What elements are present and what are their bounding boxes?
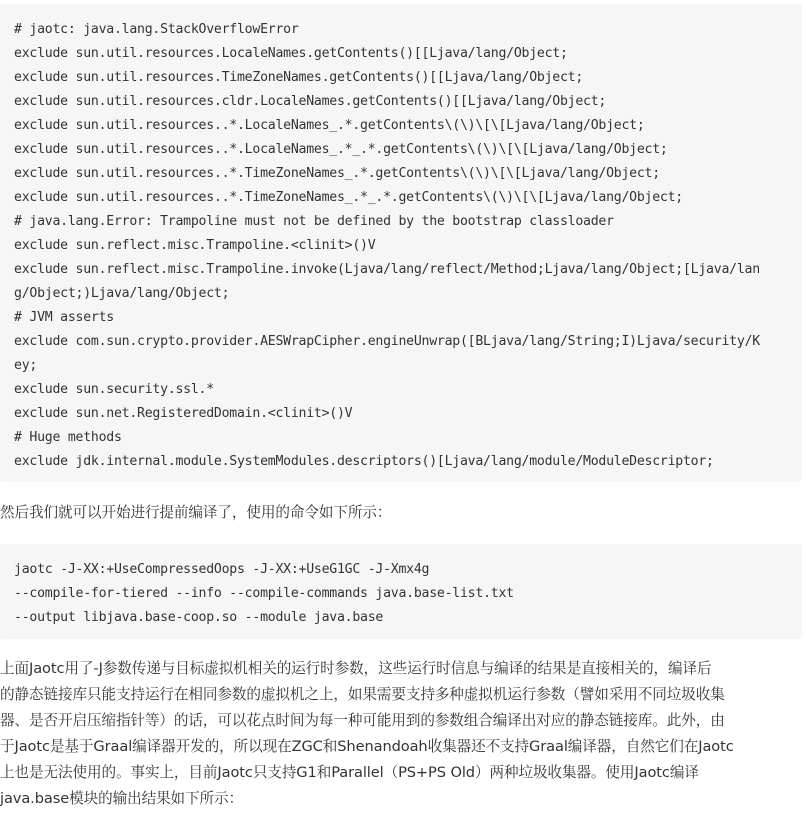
- paragraph-line: 于Jaotc是基于Graal编译器开发的，所以现在ZGC和Shenandoah收集器还不支持Graal编译器，自然它们在Jaotc: [0, 738, 734, 755]
- code-line: --output libjava.base-coop.so --module java.base: [14, 610, 384, 625]
- code-line: exclude sun.util.resources..*.LocaleNames_.*.getContents\(\)\[\[Ljava/lang/Object;: [14, 118, 645, 133]
- code-line: --compile-for-tiered --info --compile-commands java.base-list.txt: [14, 586, 514, 601]
- paragraph-line: 器、是否开启压缩指针等）的话，可以花点时间为每一种可能用到的参数组合编译出对应的静态链接库。此外，由: [0, 712, 725, 729]
- code-line: # JVM asserts: [14, 310, 114, 325]
- code-line: exclude jdk.internal.module.SystemModules.descriptors()[Ljava/lang/module/ModuleDescriptor;: [14, 454, 714, 469]
- code-block-exclusions: [0, 4, 802, 482]
- paragraph-explanation: [0, 656, 806, 812]
- code-line: g/Object;)Ljava/lang/Object;: [14, 286, 230, 301]
- code-line: exclude com.sun.crypto.provider.AESWrapCipher.engineUnwrap([BLjava/lang/String;I)Ljava/security/K: [14, 334, 760, 349]
- code-line: ey;: [14, 358, 38, 373]
- code-line: exclude sun.reflect.misc.Trampoline.invoke(Ljava/lang/reflect/Method;Ljava/lang/Object;[Ljava/lan: [14, 262, 760, 277]
- code-line: exclude sun.util.resources.cldr.LocaleNames.getContents()[[Ljava/lang/Object;: [14, 94, 607, 109]
- code-block-jaotc-command: [0, 544, 802, 639]
- code-line: exclude sun.net.RegisteredDomain.<clinit>()V: [14, 406, 353, 421]
- code-line: jaotc -J-XX:+UseCompressedOops -J-XX:+UseG1GC -J-Xmx4g: [14, 562, 430, 577]
- code-line: exclude sun.util.resources..*.TimeZoneNames_.*.getContents\(\)\[\[Ljava/lang/Object;: [14, 166, 660, 181]
- paragraph-line: 上面Jaotc用了-J参数传递与目标虚拟机相关的运行时参数，这些运行时信息与编译的结果是直接相关的，编译后: [0, 660, 712, 677]
- code-line: exclude sun.util.resources.LocaleNames.getContents()[[Ljava/lang/Object;: [14, 46, 568, 61]
- paragraph-text: 然后我们就可以开始进行提前编译了，使用的命令如下所示：: [0, 504, 392, 521]
- code-line: exclude sun.util.resources.TimeZoneNames.getContents()[[Ljava/lang/Object;: [14, 70, 584, 85]
- code-line: exclude sun.reflect.misc.Trampoline.<clinit>()V: [14, 238, 376, 253]
- paragraph-intro: [0, 500, 806, 526]
- code-line: exclude sun.security.ssl.*: [14, 382, 214, 397]
- code-line: exclude sun.util.resources..*.LocaleNames_.*_.*.getContents\(\)\[\[Ljava/lang/Object;: [14, 142, 668, 157]
- paragraph-line: 上也是无法使用的。事实上，目前Jaotc只支持G1和Parallel（PS+PS Old）两种垃圾收集器。使用Jaotc编译: [0, 764, 699, 781]
- paragraph-line: java.base模块的输出结果如下所示：: [0, 790, 244, 807]
- code-line: exclude sun.util.resources..*.TimeZoneNames_.*_.*.getContents\(\)\[\[Ljava/lang/Object;: [14, 190, 683, 205]
- code-line: # jaotc: java.lang.StackOverflowError: [14, 22, 299, 37]
- code-line: # java.lang.Error: Trampoline must not be defined by the bootstrap classloader: [14, 214, 614, 229]
- paragraph-line: 的静态链接库只能支持运行在相同参数的虚拟机之上，如果需要支持多种虚拟机运行参数（譬如采用不同垃圾收集: [0, 686, 725, 703]
- code-line: # Huge methods: [14, 430, 122, 445]
